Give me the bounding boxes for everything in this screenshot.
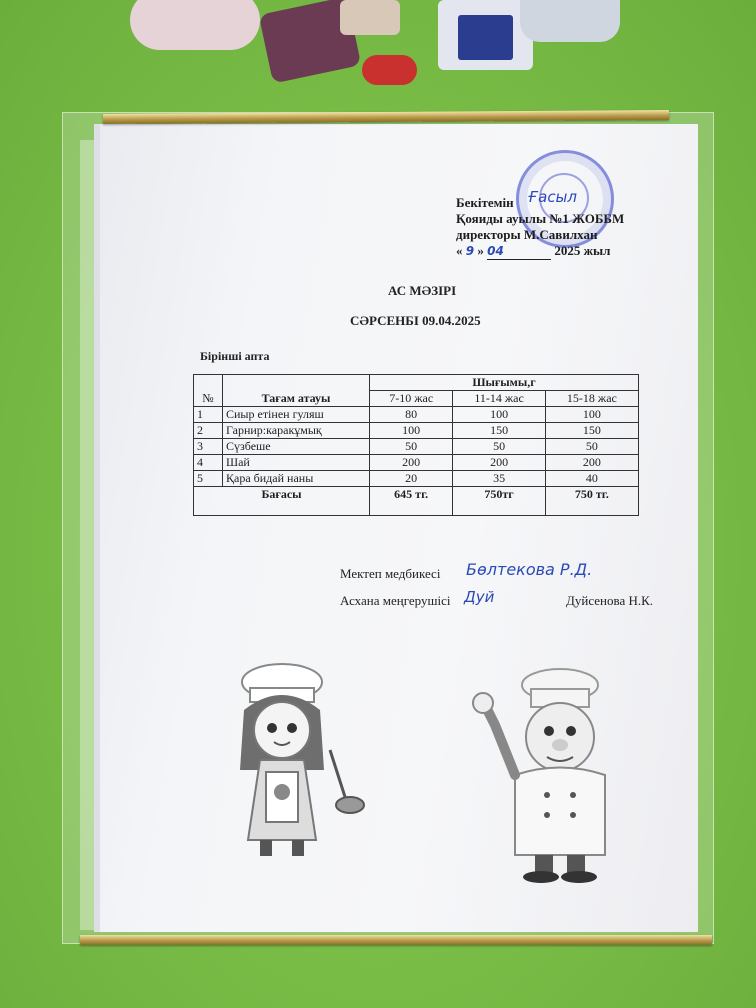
approval-date: « 9 » 04 2025 жыл	[456, 243, 611, 258]
girl-cook-illustration	[220, 660, 380, 860]
price-age-3: 750 тг.	[545, 487, 638, 516]
menu-table	[193, 374, 639, 516]
jar-sticker	[520, 0, 620, 42]
header-age-3: 15-18 жас	[545, 391, 638, 407]
price-label: Бағасы	[194, 487, 370, 516]
table-row: 3 Сүзбеше 50 50 50	[194, 439, 639, 455]
strawberry-sticker	[362, 55, 417, 85]
price-age-2: 750тг	[453, 487, 545, 516]
candy-sticker	[340, 0, 400, 35]
table-row: 5 Қара бидай наны 20 35 40	[194, 471, 639, 487]
menu-week: Бірінші апта	[200, 349, 270, 363]
frame-bottom-rail	[80, 935, 712, 945]
header-dish: Тағам атауы	[223, 375, 370, 407]
price-age-1: 645 тг.	[370, 487, 453, 516]
approval-line-2: Қояиды ауылы №1 ЖОББМ	[456, 211, 625, 226]
manager-name: Дуйсенова Н.К.	[566, 593, 654, 608]
milk-box-label	[458, 15, 513, 60]
manager-signature: Дуй	[464, 588, 495, 606]
menu-title: АС МӘЗІРІ	[388, 283, 457, 298]
director-signature: Ғасыл	[528, 188, 577, 206]
price-row	[194, 487, 639, 516]
menu-day: СӘРСЕНБІ 09.04.2025	[350, 313, 481, 328]
nurse-signature: Бөлтекова Р.Д.	[466, 560, 593, 579]
manager-label: Асхана меңгерушісі	[340, 593, 451, 608]
table-header-row	[194, 375, 639, 391]
table-row: 1 Сиыр етінен гуляш 80 100 100	[194, 407, 639, 423]
approval-line-3: директоры М.Савилхан	[456, 227, 598, 242]
header-output: Шығымы,г	[370, 375, 639, 391]
header-num: №	[194, 375, 223, 407]
approval-line-1: Бекітемін	[456, 195, 514, 210]
approval-date-day: 9	[465, 244, 475, 258]
chef-illustration	[455, 665, 625, 885]
header-age-1: 7-10 жас	[370, 391, 453, 407]
nurse-label: Мектеп медбикесі	[340, 566, 441, 581]
table-row: 4 Шай 200 200 200	[194, 455, 639, 471]
table-row: 2 Гарнир:каракұмық 100 150 150	[194, 423, 639, 439]
sweets-sticker	[130, 0, 260, 50]
header-age-2: 11-14 жас	[453, 391, 545, 407]
approval-date-month: 04	[487, 243, 551, 260]
